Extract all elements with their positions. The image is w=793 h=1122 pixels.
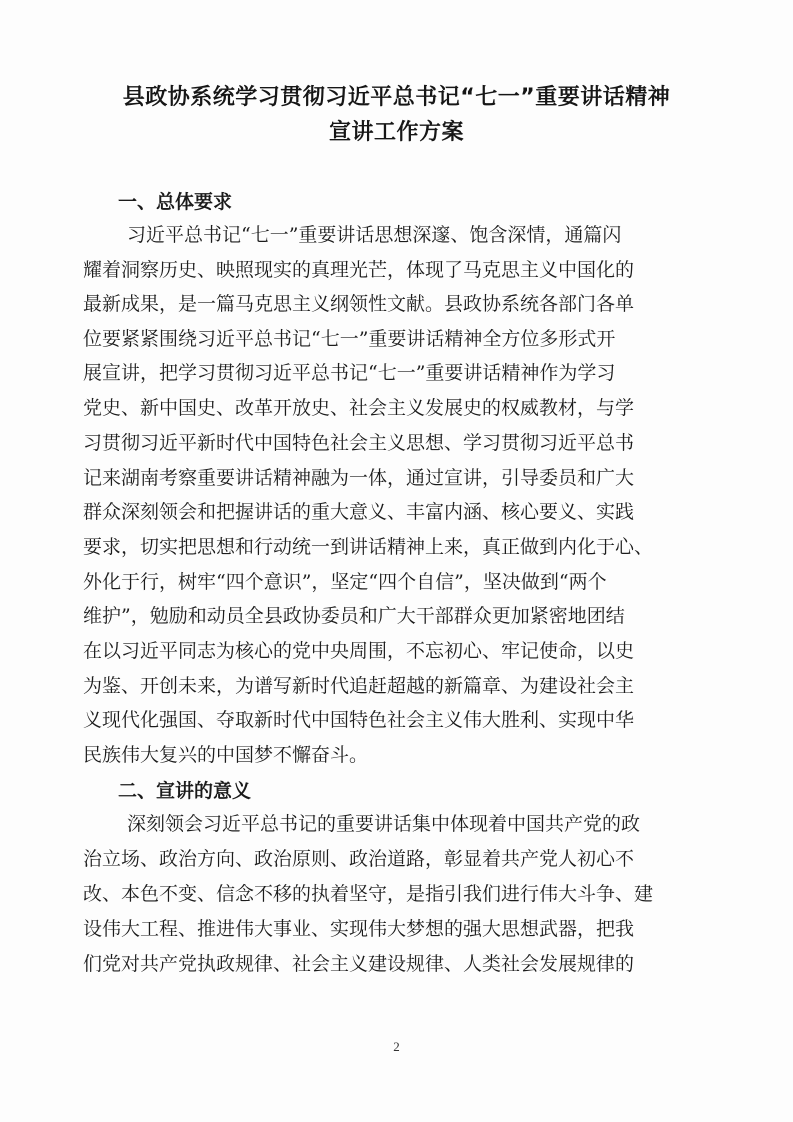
paragraph-line: 改、本色不变、信念不移的执着坚守，是指引我们进行伟大斗争、建 [83,883,654,905]
paragraph-line: 习贯彻习近平新时代中国特色社会主义思想、学习贯彻习近平总书 [83,432,635,454]
paragraph-line: 展宣讲，把学习贯彻习近平总书记“七一”重要讲话精神作为学习 [83,362,616,384]
paragraph-line: 要求，切实把思想和行动统一到讲话精神上来，真正做到内化于心、 [83,536,654,558]
paragraph-line: 治立场、政治方向、政治原则、政治道路，彰显着共产党人初心不 [83,848,635,870]
paragraph-line: 位要紧紧围绕习近平总书记“七一”重要讲话精神全方位多形式开 [83,328,616,350]
section-2-heading: 二、宣讲的意义 [118,780,252,802]
paragraph-line: 义现代化强国、夺取新时代中国特色社会主义伟大胜利、实现中华 [83,709,635,731]
paragraph-line: 记来湖南考察重要讲话精神融为一体，通过宣讲，引导委员和广大 [83,467,635,489]
paragraph-line: 为鉴、开创未来，为谱写新时代追赶超越的新篇章、为建设社会主 [83,675,635,697]
paragraph-line: 党史、新中国史、改革开放史、社会主义发展史的权威教材，与学 [83,397,635,419]
page-number: 2 [393,1039,400,1054]
paragraph-line: 在以习近平同志为核心的党中央周围，不忘初心、牢记使命，以史 [83,640,635,662]
paragraph-line: 深刻领会习近平总书记的重要讲话集中体现着中国共产党的政 [127,813,641,835]
paragraph-line: 民族伟大复兴的中国梦不懈奋斗。 [83,744,369,766]
paragraph-line: 设伟大工程、推进伟大事业、实现伟大梦想的强大思想武器，把我 [83,918,635,940]
section-1-heading: 一、总体要求 [118,191,233,213]
paragraph-line: 外化于行，树牢“四个意识”，坚定“四个自信”，坚决做到“两个 [83,571,607,593]
paragraph-line: 习近平总书记“七一”重要讲话思想深邃、饱含深情，通篇闪 [127,224,622,246]
paragraph-line: 维护”，勉励和动员全县政协委员和广大干部群众更加紧密地团结 [83,605,625,627]
paragraph-line: 耀着洞察历史、映照现实的真理光芒，体现了马克思主义中国化的 [83,259,635,281]
paragraph-line: 最新成果，是一篇马克思主义纲领性文献。县政协系统各部门各单 [83,293,635,315]
document-title-line-2: 宣讲工作方案 [328,120,464,145]
document-title-line-1: 县政协系统学习贯彻习近平总书记“七一”重要讲话精神 [122,85,671,110]
paragraph-line: 群众深刻领会和把握讲话的重大意义、丰富内涵、核心要义、实践 [83,501,635,523]
paragraph-line: 们党对共产党执政规律、社会主义建设规律、人类社会发展规律的 [83,953,635,975]
